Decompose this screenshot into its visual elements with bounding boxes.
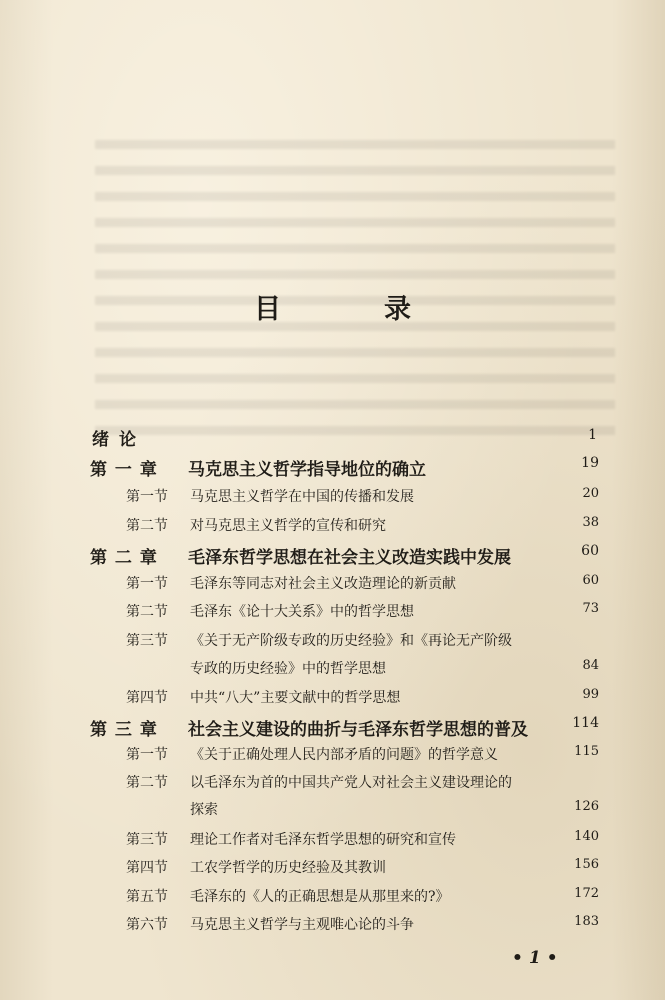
toc-row[interactable] bbox=[0, 886, 665, 912]
page-ref: 99 bbox=[582, 687, 599, 702]
toc-row[interactable] bbox=[0, 601, 665, 627]
chapter-label: 第 二 章 bbox=[90, 548, 158, 568]
section-title: 毛泽东《论十大关系》中的哲学思想 bbox=[190, 604, 414, 620]
chapter-title: 毛泽东哲学思想在社会主义改造实践中发展 bbox=[188, 548, 511, 568]
page-ref: 172 bbox=[574, 886, 599, 901]
section-title: 以毛泽东为首的中国共产党人对社会主义建设理论的 bbox=[190, 775, 512, 791]
section-title: 工农学哲学的历史经验及其教训 bbox=[190, 860, 386, 876]
section-label: 第三节 bbox=[126, 633, 168, 649]
section-label: 第二节 bbox=[126, 518, 168, 534]
toc-intro-label: 绪论 bbox=[92, 430, 146, 450]
section-label: 第五节 bbox=[126, 889, 168, 905]
toc-row[interactable] bbox=[0, 515, 665, 541]
toc-intro-page: 1 bbox=[588, 427, 597, 443]
page-ref: 114 bbox=[572, 715, 599, 731]
page-ref: 20 bbox=[582, 486, 599, 501]
toc-row[interactable] bbox=[0, 829, 665, 855]
toc-row[interactable] bbox=[0, 573, 665, 599]
chapter-title: 社会主义建设的曲折与毛泽东哲学思想的普及 bbox=[188, 720, 528, 740]
page-number: •1• bbox=[512, 948, 564, 968]
page-ref: 183 bbox=[574, 914, 599, 929]
section-title: 中共“八大”主要文献中的哲学思想 bbox=[190, 690, 401, 706]
section-title: 毛泽东的《人的正确思想是从那里来的?》 bbox=[190, 889, 450, 905]
section-title: 探索 bbox=[190, 802, 218, 818]
section-label: 第四节 bbox=[126, 860, 168, 876]
toc-row[interactable] bbox=[0, 772, 665, 798]
page-ref: 126 bbox=[574, 799, 599, 814]
toc-row[interactable] bbox=[0, 543, 665, 569]
toc-row[interactable] bbox=[0, 630, 665, 656]
toc-row[interactable] bbox=[0, 914, 665, 940]
section-title: 毛泽东等同志对社会主义改造理论的新贡献 bbox=[190, 576, 456, 592]
chapter-label: 第 三 章 bbox=[90, 720, 158, 740]
section-title: 《关于正确处理人民内部矛盾的问题》的哲学意义 bbox=[190, 747, 498, 763]
toc-row[interactable] bbox=[0, 486, 665, 512]
page-title: 目 录 bbox=[254, 294, 449, 325]
page-ref: 73 bbox=[582, 601, 599, 616]
section-label: 第一节 bbox=[126, 747, 168, 763]
page-ref: 60 bbox=[581, 543, 599, 559]
section-label: 第六节 bbox=[126, 917, 168, 933]
page-ref: 19 bbox=[581, 455, 599, 471]
toc-row-intro[interactable] bbox=[0, 425, 665, 451]
section-title: 理论工作者对毛泽东哲学思想的研究和宣传 bbox=[190, 832, 456, 848]
section-label: 第一节 bbox=[126, 489, 168, 505]
page-ref: 140 bbox=[574, 829, 599, 844]
section-label: 第一节 bbox=[126, 576, 168, 592]
section-title: 马克思主义哲学在中国的传播和发展 bbox=[190, 489, 414, 505]
chapter-label: 第 一 章 bbox=[90, 460, 158, 480]
section-label: 第二节 bbox=[126, 604, 168, 620]
section-title: 《关于无产阶级专政的历史经验》和《再论无产阶级 bbox=[190, 633, 512, 649]
section-title: 专政的历史经验》中的哲学思想 bbox=[190, 661, 386, 677]
page-ref: 60 bbox=[582, 573, 599, 588]
page-ref: 38 bbox=[582, 515, 599, 530]
toc-row[interactable] bbox=[0, 658, 665, 684]
toc-row[interactable] bbox=[0, 687, 665, 713]
section-label: 第二节 bbox=[126, 775, 168, 791]
toc-row[interactable] bbox=[0, 799, 665, 825]
toc-row[interactable] bbox=[0, 455, 665, 481]
section-title: 对马克思主义哲学的宣传和研究 bbox=[190, 518, 386, 534]
section-title: 马克思主义哲学与主观唯心论的斗争 bbox=[190, 917, 414, 933]
chapter-title: 马克思主义哲学指导地位的确立 bbox=[188, 460, 426, 480]
toc-row[interactable] bbox=[0, 715, 665, 741]
toc-row[interactable] bbox=[0, 744, 665, 770]
page-ref: 115 bbox=[574, 744, 599, 759]
page-ref: 84 bbox=[582, 658, 599, 673]
section-label: 第三节 bbox=[126, 832, 168, 848]
section-label: 第四节 bbox=[126, 690, 168, 706]
page-ref: 156 bbox=[574, 857, 599, 872]
toc-row[interactable] bbox=[0, 857, 665, 883]
